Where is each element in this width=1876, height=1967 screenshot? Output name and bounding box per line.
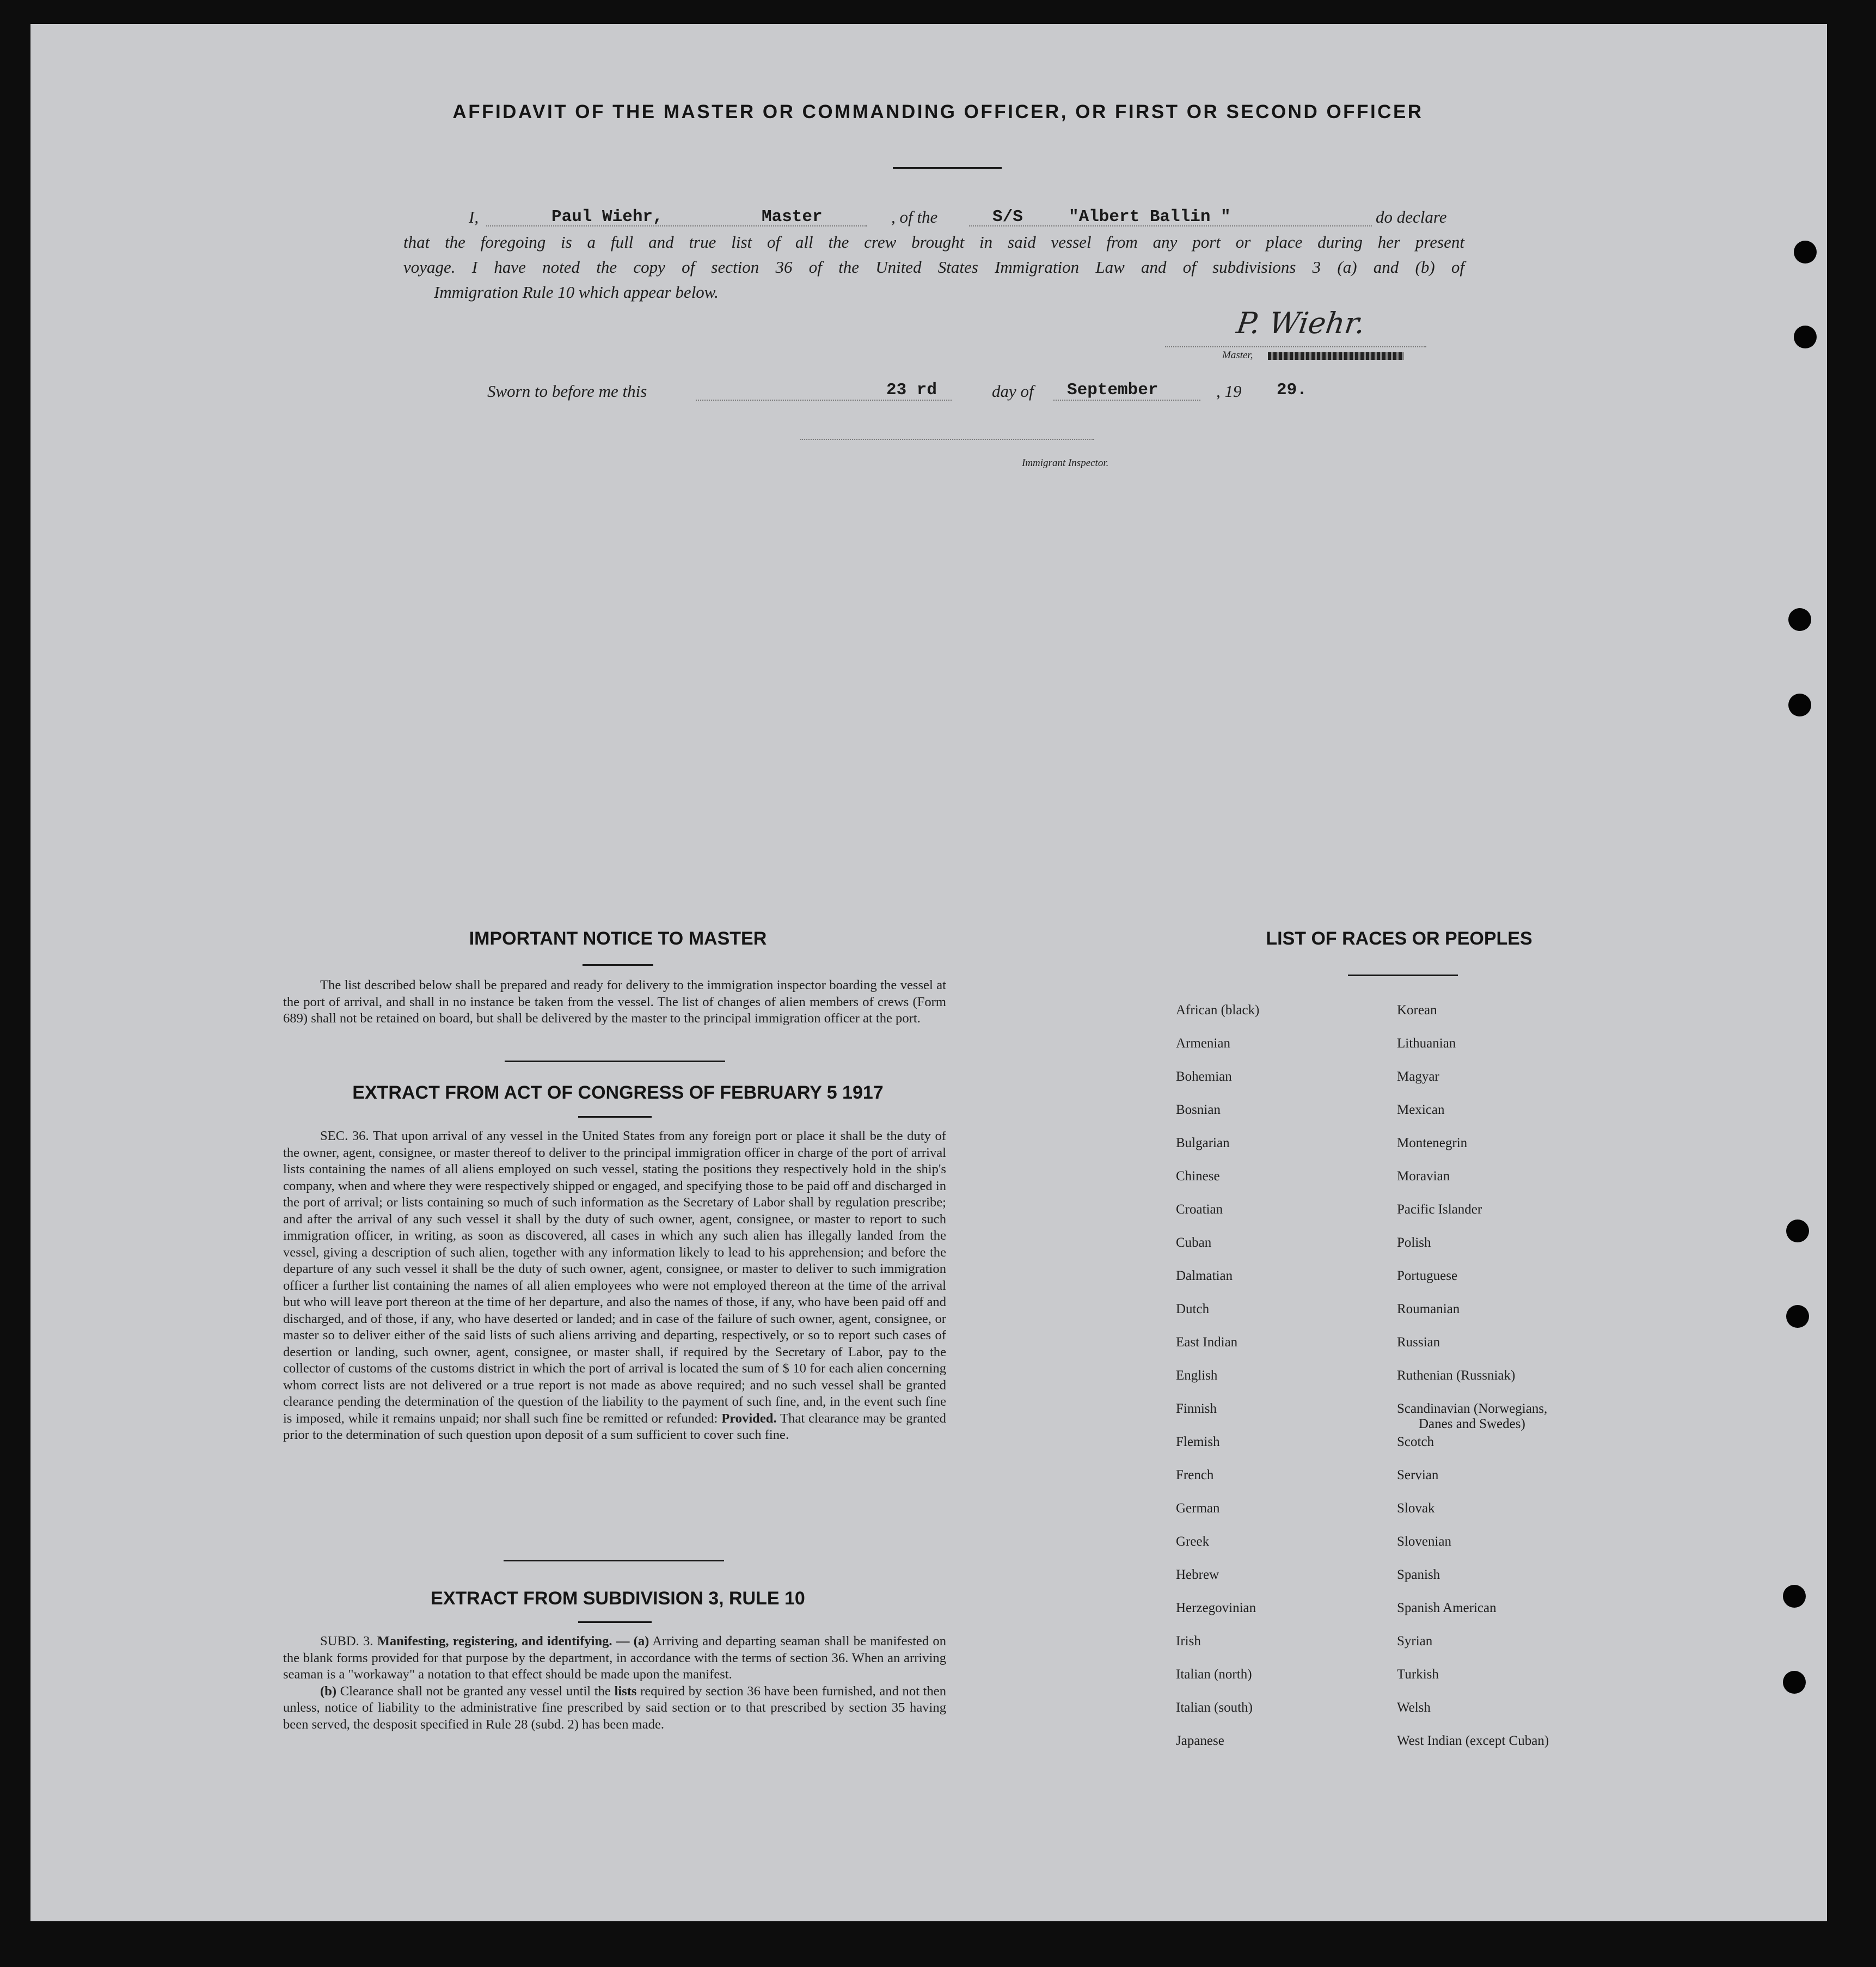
sec36-text: SEC. 36. That upon arrival of any vessel in the United States from any foreign port or place it shall be the duty of the owner, agent, consignee, or master thereof to deliver to the principal immigration officer in charge of the port of arrival lists containing the names of all aliens employed on such vessel, stating the positions they respectively hold in the ship's company, when and where they were respectively shipped or engaged, and specifying those to be paid off and discharged in the port of arrival; or lists containing so much of such information as the Secretary of Labor shall by regulation prescribe; and after the arrival of any such vessel it shall by the duty of such owner, agent, consignee, or master to report to such immigration officer, in writing, as soon as discovered, all cases in which any such alien has illegally landed from the vessel, giving a description of such alien, together with any information likely to lead to his apprehension; and before the departure of any such vessel it shall be the duty of such owner, agent, consignee, or master to deliver to such immigration officer a further list containing the names of all alien employees who were not employed thereon at the time of the arrival but who will leave port thereon at the time of her departure, and also the names of those, if any, who have been paid off and discharged, and of those, if any, who have deserted or landed; and in case of the failure of such owner, agent, consignee, or master so to deliver either of the said lists of such aliens arriving and departing, respectively, or so to report such cases of desertion or landing, such owner, agent, consignee, or master shall, if required by the Secretary of Labor, pay to the collector of customs of the customs district in which the port of arrival is located the sum of $ 10 for each alien concerning whom correct lists are not delivered or a true report is not made as above required; and no such vessel shall be granted clearance pending the determination of the question of the liability to the payment of such fine, and, in the event such fine is imposed, while it remains unpaid; nor shall such fine be remitted or refunded:: [283, 1129, 946, 1426]
race-item: West Indian (except Cuban): [1397, 1733, 1549, 1748]
race-item: Dutch: [1176, 1302, 1210, 1316]
races-title: LIST OF RACES OR PEOPLES: [1266, 928, 1532, 949]
race-item: Italian (north): [1176, 1667, 1252, 1682]
section-divider: [504, 1560, 724, 1561]
subd-b-label: (b): [320, 1683, 337, 1699]
inspector-caption: Immigrant Inspector.: [1022, 457, 1109, 469]
race-item: Irish: [1176, 1634, 1201, 1649]
race-item: Slovenian: [1397, 1534, 1451, 1549]
notice-divider: [583, 964, 653, 966]
subd-b-text-1: Clearance shall not be granted any vessel until the: [340, 1683, 611, 1699]
subd-a-text: Arriving and departing seaman shall be manifested on the blank forms provided for that purpose by the department, in accordance with the terms of section 36. When an arriving seaman is a "workaway" a notation to that effect should be made upon the manifest.: [283, 1634, 946, 1682]
race-item: Bulgarian: [1176, 1136, 1230, 1150]
race-item: Spanish American: [1397, 1601, 1497, 1615]
year-prefix: , 19: [1216, 382, 1242, 401]
race-item: Mexican: [1397, 1102, 1445, 1117]
day-of-label: day of: [992, 382, 1034, 401]
race-item: East Indian: [1176, 1335, 1238, 1350]
race-item: Welsh: [1397, 1700, 1431, 1715]
subd-b-paragraph: [283, 1683, 946, 1733]
race-item: Danes and Swedes): [1419, 1417, 1525, 1431]
binder-hole: [1783, 1671, 1806, 1694]
race-item: Roumanian: [1397, 1302, 1460, 1316]
sworn-day: 23 rd: [886, 381, 937, 400]
race-item: Slovak: [1397, 1501, 1435, 1516]
race-item: German: [1176, 1501, 1220, 1516]
race-item: English: [1176, 1368, 1218, 1383]
act-extract-paragraph: [283, 1128, 946, 1444]
affidavit-pronoun: I,: [469, 207, 479, 226]
race-item: Greek: [1176, 1534, 1210, 1549]
subd-heading: Manifesting, registering, and identifying. — (a): [377, 1634, 649, 1649]
binder-hole: [1786, 1220, 1809, 1242]
binder-hole: [1783, 1585, 1806, 1608]
act-divider: [578, 1116, 652, 1118]
race-item: Herzegovinian: [1176, 1601, 1256, 1615]
provided-term: Provided.: [721, 1411, 777, 1426]
race-item: French: [1176, 1468, 1214, 1482]
race-item: Italian (south): [1176, 1700, 1253, 1715]
sec36-tail: That clearance may be granted prior to the determination of such question upon deposit of a sum sufficient to cover such fine.: [283, 1411, 946, 1442]
race-item: Cuban: [1176, 1235, 1212, 1250]
master-signature: P. Wiehr.: [1234, 306, 1368, 340]
race-item: Moravian: [1397, 1169, 1450, 1184]
race-item: Chinese: [1176, 1169, 1220, 1184]
race-item: Portuguese: [1397, 1269, 1458, 1283]
sworn-month: September: [1067, 381, 1158, 400]
struck-out-text: [1268, 352, 1404, 360]
race-item: Armenian: [1176, 1036, 1230, 1051]
race-item: Finnish: [1176, 1401, 1217, 1416]
subd-a-paragraph: [283, 1633, 946, 1683]
rule-divider: [578, 1621, 652, 1623]
title-divider: [893, 167, 1002, 169]
do-declare-label: do declare: [1376, 207, 1447, 226]
affidavit-line-3: voyage. I have noted the copy of section 36 of the United States Immigration Law and of subdivisions 3 (a) and (b) of: [403, 258, 1464, 277]
affidavit-title: AFFIDAVIT OF THE MASTER OR COMMANDING OFFICER, OR FIRST OR SECOND OFFICER: [452, 101, 1424, 122]
race-item: Flemish: [1176, 1435, 1220, 1449]
act-extract-text: [283, 1128, 946, 1444]
notice-text: The list described below shall be prepared and ready for delivery to the immigration inspector boarding the vessel at the port of arrival, and shall in no instance be taken from the vessel. The list of changes of alien members of crews (Form 689) shall not be retained on board, but shall be delivered by the master to the principal immigration officer at the port.: [283, 978, 946, 1026]
act-extract-title: EXTRACT FROM ACT OF CONGRESS OF FEBRUARY 5 1917: [352, 1082, 884, 1103]
race-item: Japanese: [1176, 1733, 1224, 1748]
race-item: Dalmatian: [1176, 1269, 1233, 1283]
race-item: Pacific Islander: [1397, 1202, 1482, 1217]
affidavit-line-4: Immigration Rule 10 which appear below.: [434, 283, 719, 302]
sworn-label: Sworn to before me this: [487, 382, 647, 401]
race-item: Syrian: [1397, 1634, 1433, 1649]
officer-name: Paul Wiehr,: [551, 207, 663, 226]
rule-extract-title: EXTRACT FROM SUBDIVISION 3, RULE 10: [431, 1588, 805, 1609]
subd-b-lists: lists: [614, 1683, 637, 1699]
race-item: Korean: [1397, 1003, 1437, 1018]
subd-lead: SUBD. 3.: [320, 1634, 373, 1649]
race-item: Montenegrin: [1397, 1136, 1468, 1150]
notice-paragraph: [283, 977, 946, 1027]
race-item: African (black): [1176, 1003, 1260, 1018]
race-item: Scandinavian (Norwegians,: [1397, 1401, 1548, 1416]
race-item: Croatian: [1176, 1202, 1223, 1217]
vessel-prefix: S/S: [992, 207, 1023, 226]
signature-caption: Master,: [1222, 350, 1253, 361]
inspector-signature-line: [800, 439, 1094, 440]
binder-hole: [1794, 241, 1817, 264]
affidavit-line-2: that the foregoing is a full and true list of all the crew brought in said vessel from any port or place during her present: [403, 232, 1464, 252]
sworn-year: 29.: [1277, 381, 1307, 400]
signature-line: [1165, 346, 1426, 347]
race-item: Ruthenian (Russniak): [1397, 1368, 1516, 1383]
race-item: Turkish: [1397, 1667, 1439, 1682]
of-the-label: , of the: [891, 207, 938, 226]
race-item: Polish: [1397, 1235, 1431, 1250]
binder-hole: [1788, 608, 1811, 631]
notice-title: IMPORTANT NOTICE TO MASTER: [469, 928, 767, 949]
race-item: Hebrew: [1176, 1567, 1219, 1582]
race-item: Magyar: [1397, 1069, 1439, 1084]
binder-hole: [1786, 1305, 1809, 1328]
race-item: Lithuanian: [1397, 1036, 1456, 1051]
race-item: Scotch: [1397, 1435, 1434, 1449]
binder-hole: [1788, 694, 1811, 716]
race-item: Bosnian: [1176, 1102, 1221, 1117]
vessel-name: "Albert Ballin ": [1069, 207, 1231, 226]
section-divider: [505, 1061, 725, 1062]
binder-hole: [1794, 326, 1817, 348]
races-divider: [1348, 975, 1458, 976]
race-item: Bohemian: [1176, 1069, 1232, 1084]
subd-b-text-2: required by section 36 have been furnished, and not then unless, notice of liability to the administrative fine prescribed by said section or to that prescribed by section 35 having been served, the desposit specified in Rule 28 (subd. 2) has been made.: [283, 1683, 946, 1732]
rule-extract-paragraph: [283, 1633, 946, 1733]
officer-rank: Master: [762, 207, 823, 226]
race-item: Spanish: [1397, 1567, 1440, 1582]
race-item: Russian: [1397, 1335, 1440, 1350]
race-item: Servian: [1397, 1468, 1439, 1482]
